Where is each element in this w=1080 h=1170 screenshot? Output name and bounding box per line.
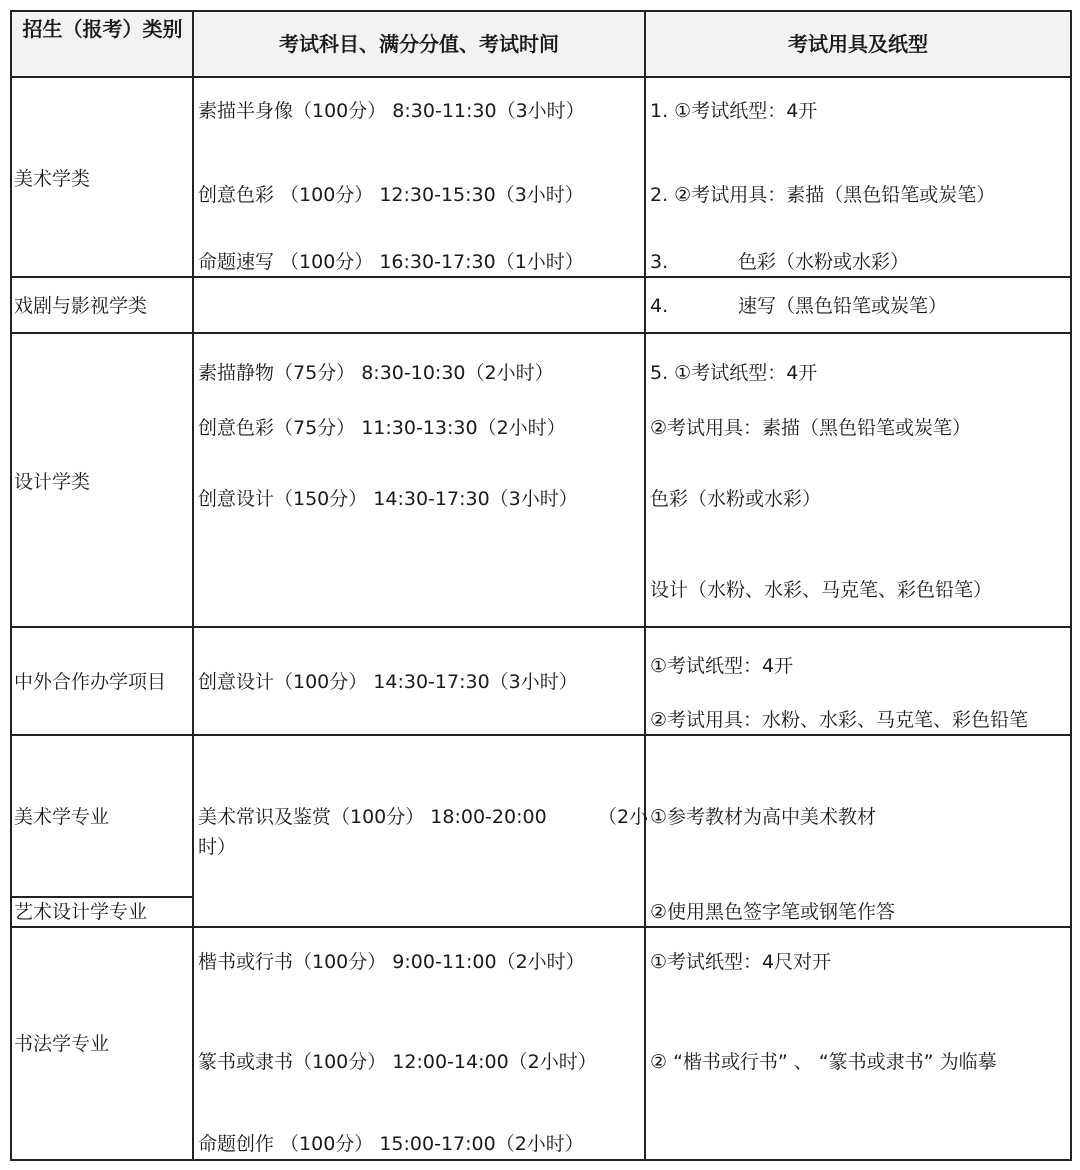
tool-line: 速写（黑色铅笔或炭笔） (738, 295, 948, 317)
tool-line: ②考试用具：素描（黑色铅笔或炭笔） (650, 417, 972, 439)
row-divider (10, 626, 1072, 628)
row-divider (10, 734, 1072, 736)
tool-line: 5. ①考试纸型：4开 (650, 362, 818, 384)
row-divider (10, 332, 1072, 334)
header-subjects: 考试科目、满分分值、考试时间 (279, 32, 559, 56)
category-cell: 书法学专业 (14, 1033, 110, 1055)
tool-line: ②使用黑色签字笔或钢笔作答 (650, 901, 896, 923)
category-cell: 戏剧与影视学类 (14, 295, 148, 317)
category-cell: 中外合作办学项目 (14, 671, 167, 693)
row-divider (10, 76, 1072, 78)
subject-line: （2小 (598, 806, 649, 828)
tool-line: 3. (650, 251, 669, 273)
column-divider (192, 10, 194, 1161)
category-cell: 美术学专业 (14, 806, 110, 828)
subject-line: 素描静物（75分） 8:30-10:30（2小时） (198, 362, 554, 384)
column-divider (644, 10, 646, 1161)
tool-line: 4. (650, 295, 669, 317)
subject-line: 创意色彩 （100分） 12:30-15:30（3小时） (198, 184, 584, 206)
subject-line: 创意设计（150分） 14:30-17:30（3小时） (198, 488, 578, 510)
tool-line: 设计（水粉、水彩、马克笔、彩色铅笔） (650, 579, 993, 601)
subject-line: 创意设计（100分） 14:30-17:30（3小时） (198, 671, 578, 693)
tool-line: ①参考教材为高中美术教材 (650, 806, 877, 828)
row-divider (10, 926, 1072, 928)
subject-line: 时） (198, 836, 237, 858)
header-tools: 考试用具及纸型 (788, 32, 928, 56)
subject-line: 创意色彩（75分） 11:30-13:30（2小时） (198, 417, 566, 439)
tool-line: ② “楷书或行书” 、 “篆书或隶书” 为临摹 (650, 1051, 997, 1073)
subject-line: 美术常识及鉴赏（100分） 18:00-20:00 (198, 806, 547, 828)
tool-line: ①考试纸型：4开 (650, 655, 794, 677)
row-divider (10, 276, 1072, 278)
row-divider (10, 896, 194, 898)
subject-line: 素描半身像（100分） 8:30-11:30（3小时） (198, 100, 585, 122)
subject-line: 命题创作 （100分） 15:00-17:00（2小时） (198, 1133, 584, 1155)
tool-line: 2. ②考试用具：素描（黑色铅笔或炭笔） (650, 184, 996, 206)
header-category: 招生（报考）类别 (22, 17, 183, 41)
subject-line: 楷书或行书（100分） 9:00-11:00（2小时） (198, 951, 585, 973)
tool-line: 色彩（水粉或水彩） (738, 251, 910, 273)
tool-line: ②考试用具：水粉、水彩、马克笔、彩色铅笔 (650, 709, 1029, 731)
subject-line: 篆书或隶书（100分） 12:00-14:00（2小时） (198, 1051, 597, 1073)
category-cell: 设计学类 (14, 471, 91, 493)
subject-line: 命题速写 （100分） 16:30-17:30（1小时） (198, 251, 584, 273)
category-cell: 美术学类 (14, 168, 91, 190)
tool-line: 1. ①考试纸型：4开 (650, 100, 818, 122)
category-cell: 艺术设计学专业 (14, 901, 148, 923)
tool-line: ①考试纸型：4尺对开 (650, 951, 832, 973)
tool-line: 色彩（水粉或水彩） (650, 488, 822, 510)
